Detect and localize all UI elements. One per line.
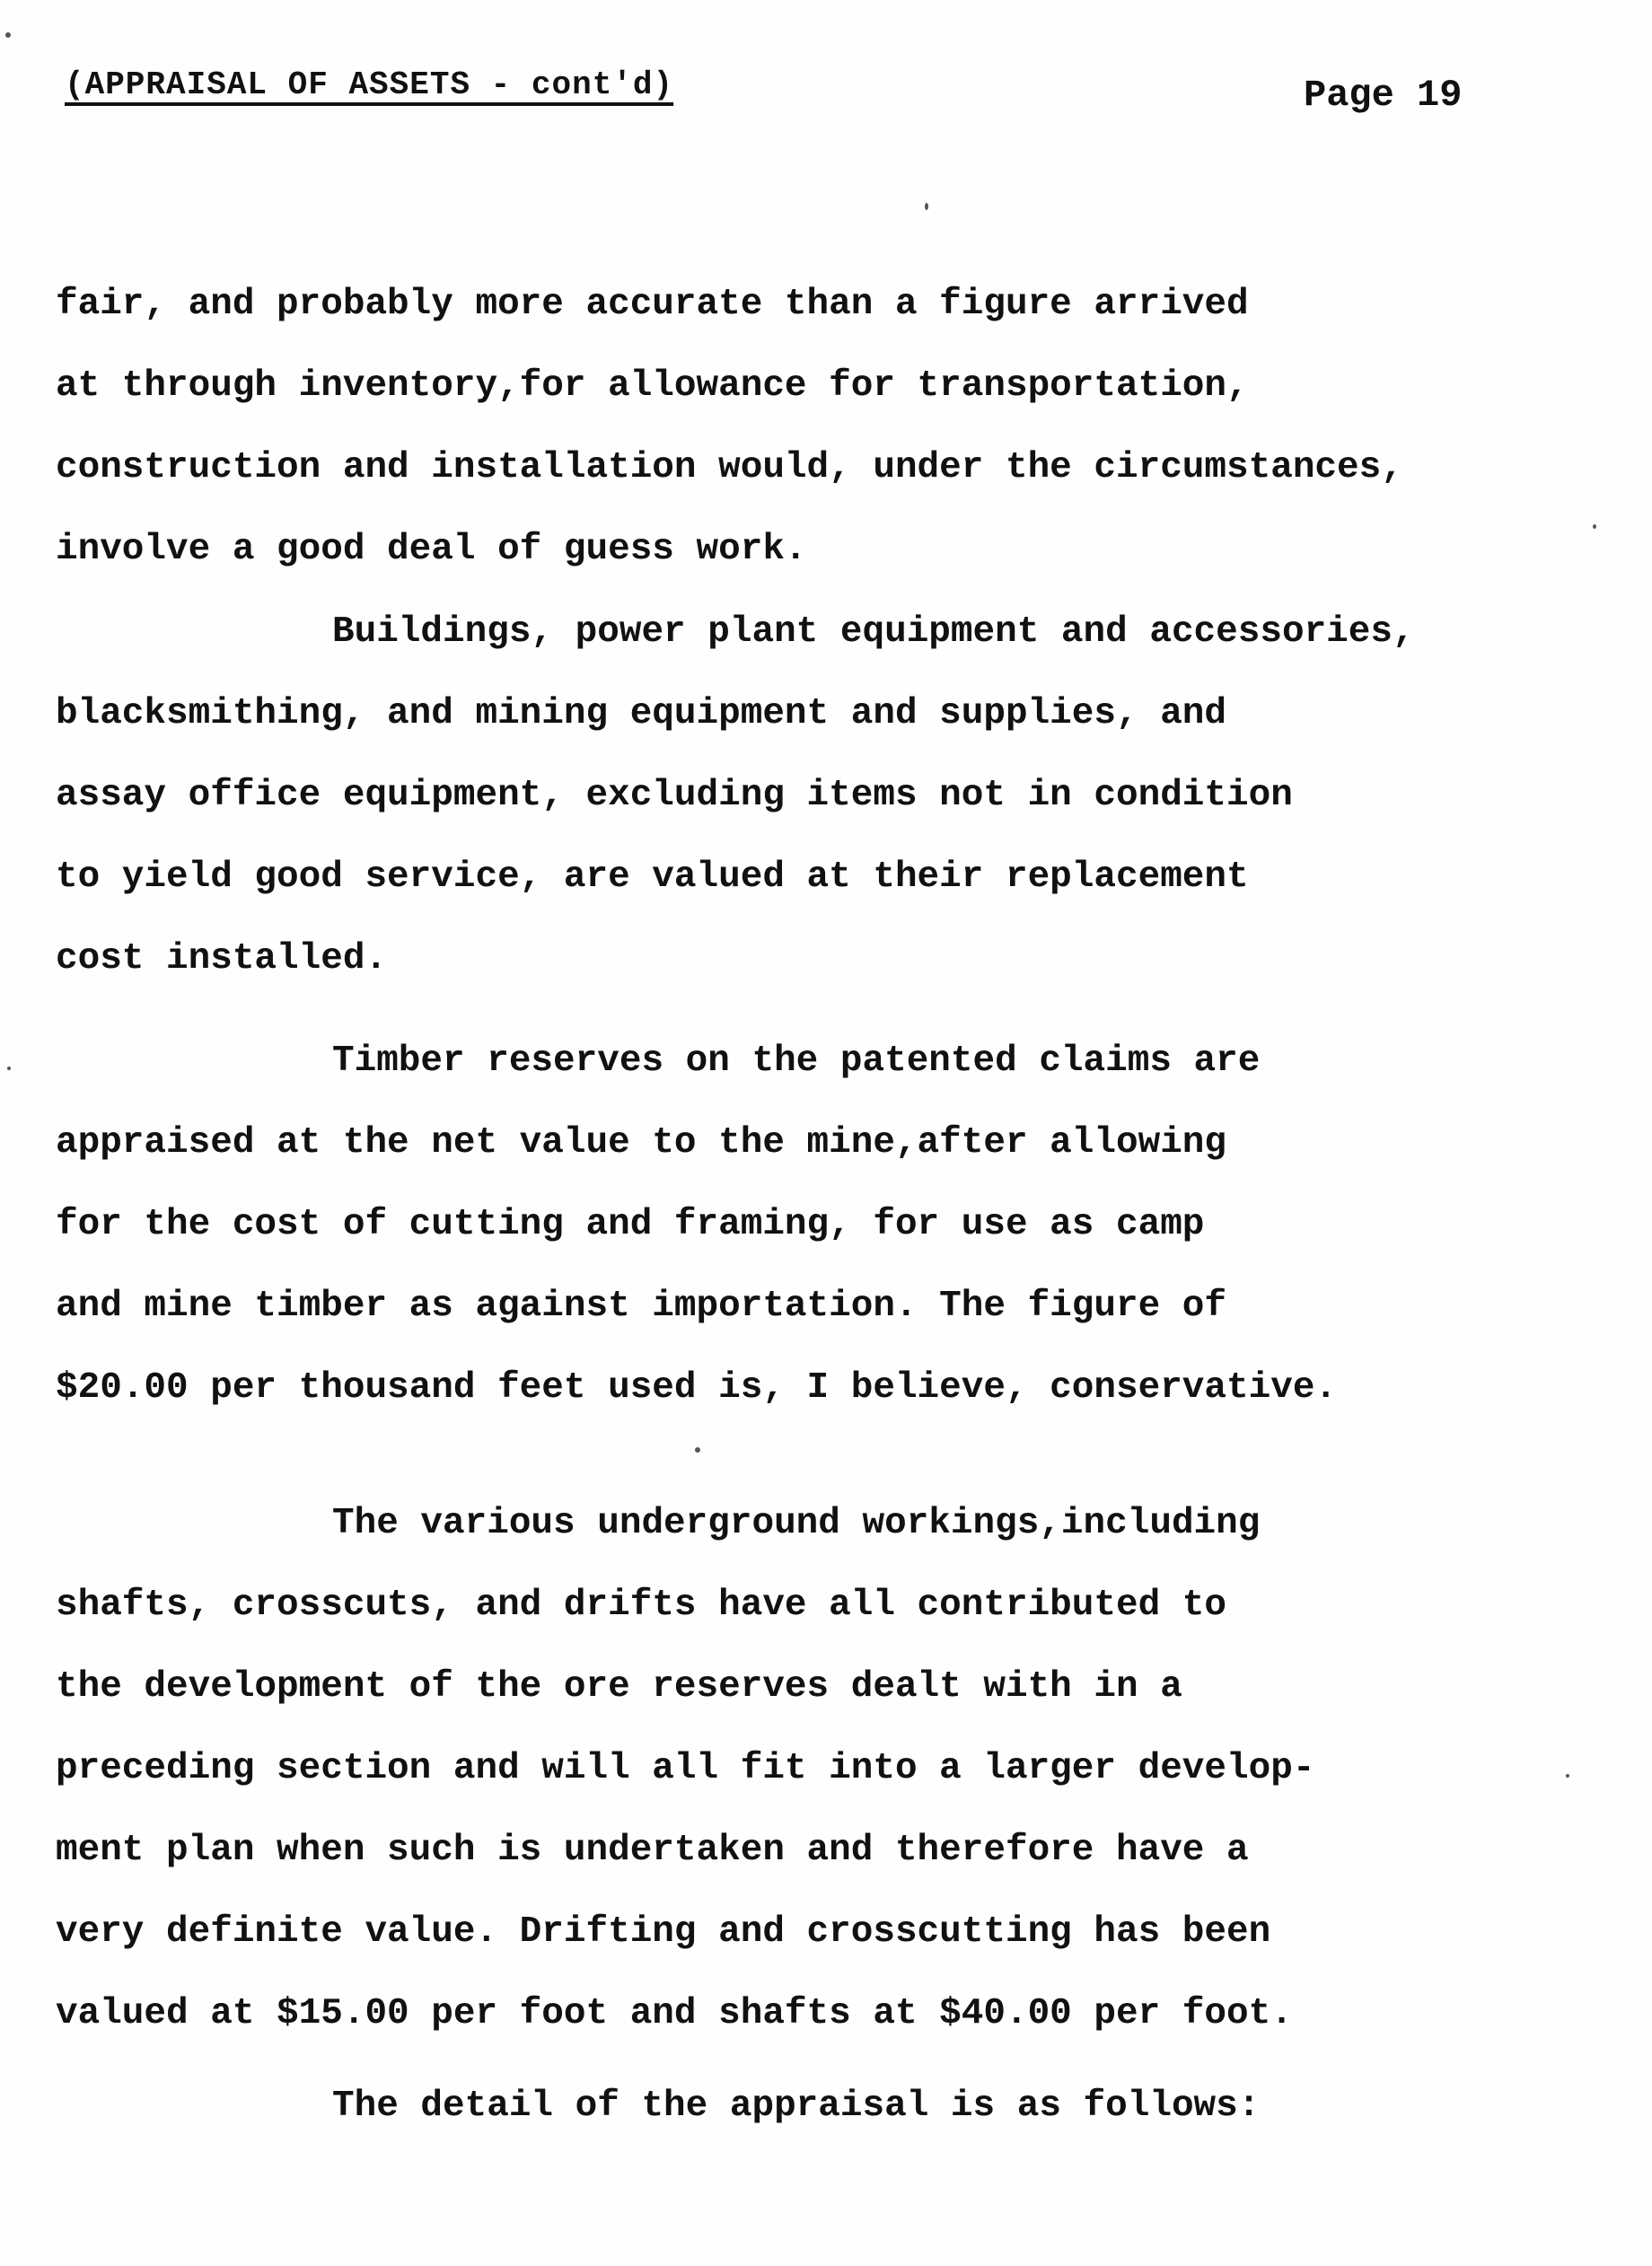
text-line: for the cost of cutting and framing, for use as camp — [56, 1204, 1205, 1245]
text-line: valued at $15.00 per foot and shafts at $40.00 per foot. — [56, 1993, 1293, 2034]
paragraph-3 — [56, 1021, 1337, 1429]
text-line: Buildings, power plant equipment and accessories, — [332, 611, 1415, 653]
scan-speck — [925, 203, 928, 210]
paragraph-5 — [56, 2066, 1260, 2147]
text-line: and mine timber as against importation. The figure of — [56, 1286, 1227, 1327]
scan-speck — [1593, 524, 1596, 529]
text-line: involve a good deal of guess work. — [56, 529, 807, 570]
text-line: $20.00 per thousand feet used is, I believe, conservative. — [56, 1367, 1338, 1409]
scan-speck — [7, 1067, 11, 1070]
text-line: The detail of the appraisal is as follows: — [332, 2086, 1261, 2127]
scan-speck — [5, 32, 11, 38]
text-line: very definite value. Drifting and crosscutting has been — [56, 1911, 1271, 1953]
text-line: assay office equipment, excluding items not in condition — [56, 775, 1293, 816]
text-line: construction and installation would, under the circumstances, — [56, 447, 1403, 488]
text-line: the development of the ore reserves dealt with in a — [56, 1666, 1182, 1708]
text-line: ment plan when such is undertaken and therefore have a — [56, 1830, 1249, 1871]
text-line: appraised at the net value to the mine,after allowing — [56, 1122, 1227, 1164]
text-line: fair, and probably more accurate than a figure arrived — [56, 284, 1249, 325]
text-line: preceding section and will all fit into a larger develop- — [56, 1748, 1315, 1789]
text-line: Timber reserves on the patented claims are — [332, 1041, 1261, 1082]
section-title: (APPRAISAL OF ASSETS - cont'd) — [65, 66, 674, 103]
text-line: shafts, crosscuts, and drifts have all contributed to — [56, 1585, 1227, 1626]
text-line: The various underground workings,including — [332, 1503, 1261, 1544]
paragraph-2 — [56, 592, 1415, 1000]
scan-speck — [1566, 1774, 1569, 1778]
scan-speck — [695, 1447, 700, 1453]
paragraph-1 — [56, 264, 1403, 591]
page-number: Page 19 — [1304, 74, 1463, 117]
paragraph-4 — [56, 1483, 1314, 2055]
text-line: at through inventory,for allowance for transportation, — [56, 365, 1249, 407]
text-line: blacksmithing, and mining equipment and supplies, and — [56, 693, 1227, 734]
text-line: to yield good service, are valued at their replacement — [56, 856, 1249, 898]
text-line: cost installed. — [56, 938, 388, 979]
